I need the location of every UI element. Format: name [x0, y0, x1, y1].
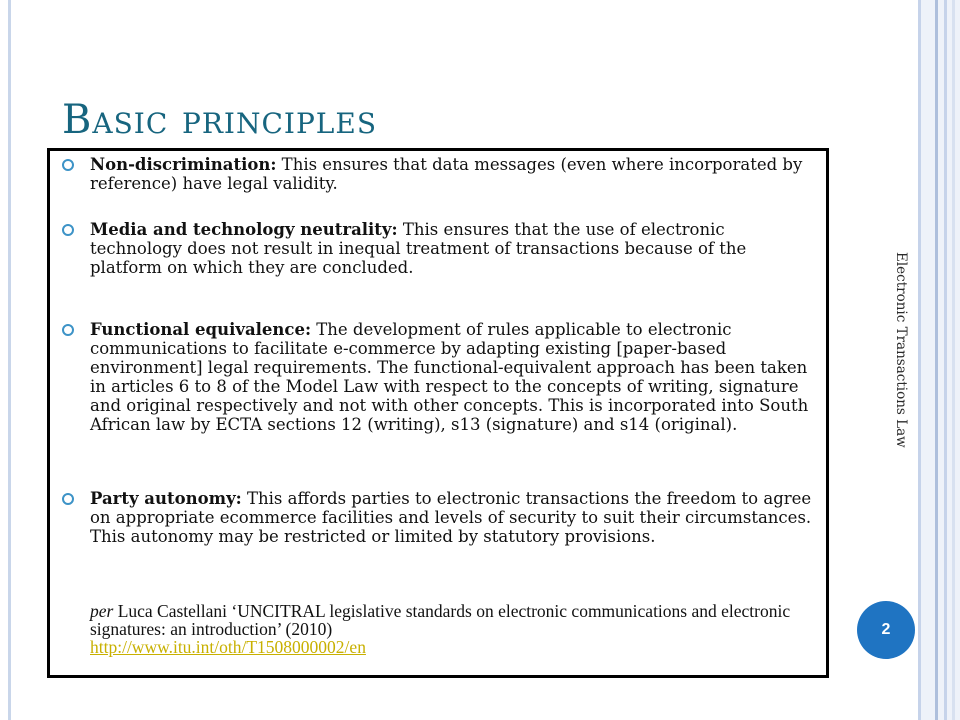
- point-text: This ensures that the use of electronic technology does not result in inequal treatment of transactions because of the platform on which they are concluded.: [90, 220, 747, 277]
- point-term: Non-discrimination:: [90, 155, 277, 174]
- content-box: [47, 148, 829, 678]
- page-number-badge: 2: [857, 601, 915, 659]
- point-text: The development of rules applicable to electronic communications to facilitate e-commerce by adapting existing [paper-based environment] legal requirements. The functional-equivalent approach has been taken in articles 6 to 8 of the Model Law with respect to the concepts of writing, signature and original respectively and not with other concepts. This is incorporated into South African law by ECTA sections 12 (writing), s13 (signature) and s14 (original).: [90, 320, 809, 434]
- list-item: [90, 320, 818, 434]
- right-decorative-rule: [944, 0, 947, 720]
- list-item: [90, 155, 818, 193]
- point-term: Media and technology neutrality:: [90, 220, 398, 239]
- slide-title: Basic principles: [62, 97, 378, 143]
- bullet-circle-icon: [62, 324, 74, 336]
- point-text: This affords parties to electronic transactions the freedom to agree on appropriate ecommerce facilities and levels of security to suit their circumstances. This autonomy may be restricted or limited by statutory provisions.: [90, 489, 812, 546]
- bullet-circle-icon: [62, 159, 74, 171]
- point-text: This ensures that data messages (even where incorporated by reference) have legal validity.: [90, 155, 803, 193]
- side-footer-label: Electronic Transactions Law: [893, 252, 909, 448]
- right-decorative-rule: [952, 0, 955, 720]
- bullet-circle-icon: [62, 224, 74, 236]
- left-decorative-rule: [8, 0, 11, 720]
- list-item: [90, 489, 818, 546]
- list-item: [90, 220, 818, 277]
- citation-link[interactable]: http://www.itu.int/oth/T1508000002/en: [90, 637, 366, 657]
- right-decorative-rule: [935, 0, 938, 720]
- point-term: Party autonomy:: [90, 489, 242, 508]
- citation: [90, 602, 822, 656]
- right-decorative-rule: [918, 0, 921, 720]
- citation-per: per: [90, 601, 114, 621]
- point-term: Functional equivalence:: [90, 320, 312, 339]
- citation-text: Luca Castellani ‘UNCITRAL legislative standards on electronic communications and electronic signatures: an introduction’ (2010): [90, 601, 791, 639]
- bullet-circle-icon: [62, 493, 74, 505]
